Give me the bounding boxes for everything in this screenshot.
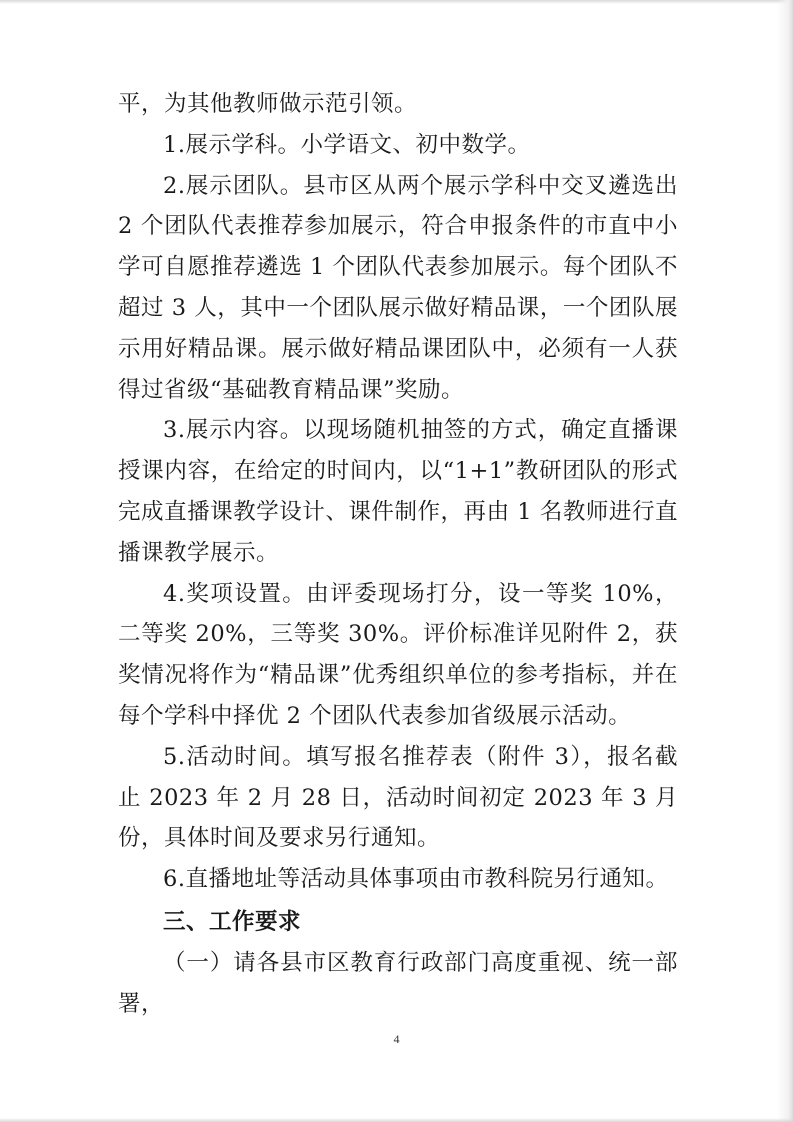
- paragraph-intro-tail: 平，为其他教师做示范引领。: [118, 91, 418, 117]
- paragraph-item-4: 4.奖项设置。由评委现场打分，设一等奖 10%，二等奖 20%，三等奖 30%。评价标准详见附件 2，获奖情况将作为“精品课”优秀组织单位的参考指标，并在每个学科中择优 2 个团队代表参加省级展示活动。: [118, 580, 678, 729]
- paragraph-item-2: 2.展示团队。县市区从两个展示学科中交叉遴选出 2 个团队代表推荐参加展示，符合申报条件的市直中小学可自愿推荐遴选 1 个团队代表参加展示。每个团队不超过 3 人，其中一个团队展示做好精品课，一个团队展示用好精品课。展示做好精品课团队中，必须有一人获得过省级“基础教育精品课”奖励。: [118, 172, 678, 403]
- paragraph-requirement-1: （一）请各县市区教育行政部门高度重视、统一部署，: [118, 949, 678, 1017]
- document-body: [118, 84, 678, 1024]
- paragraph-item-6: 6.直播地址等活动具体事项由市教科院另行通知。: [163, 866, 669, 893]
- paragraph-item-5: 5.活动时间。填写报名推荐表（附件 3），报名截止 2023 年 2 月 28 日，活动时间初定 2023 年 3 月份，具体时间及要求另行通知。: [118, 743, 678, 852]
- scan-edge-bottom: [0, 1118, 793, 1122]
- page-number: 4: [393, 1032, 400, 1046]
- scan-edge-top: [0, 0, 793, 4]
- scan-edge-right: [777, 0, 793, 1122]
- paragraph-item-1: 1.展示学科。小学语文、初中数学。: [163, 131, 531, 158]
- paragraph-item-3: 3.展示内容。以现场随机抽签的方式，确定直播课授课内容，在给定的时间内，以“1+1”教研团队的形式完成直播课教学设计、课件制作，再由 1 名教师进行直播课教学展示。: [118, 417, 678, 566]
- section-heading: 三、工作要求: [163, 908, 302, 935]
